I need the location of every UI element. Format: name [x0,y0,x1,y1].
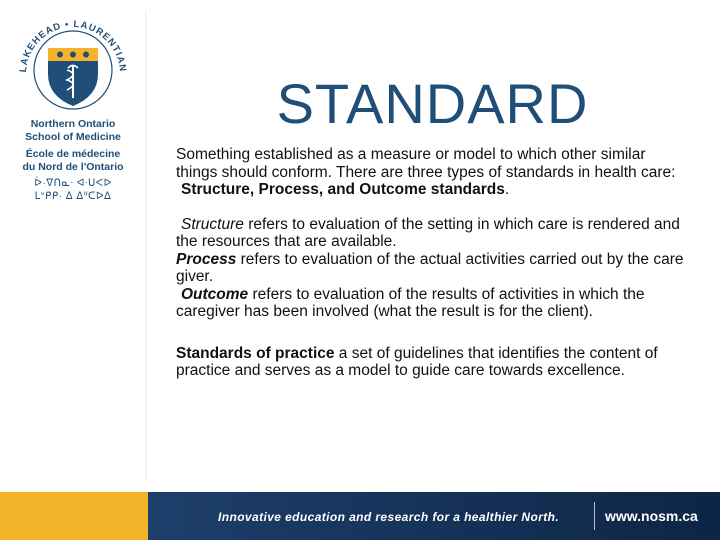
nosm-logo [12,12,134,203]
logo-syllabics: ᐆ·ᐁᑎᓇᐧ ᐊᐧᑌᐸᐅ [34,178,112,189]
footer-tagline: Innovative education and research for a healthier North. [218,510,560,524]
practice-paragraph [176,345,686,380]
footer-bar [0,492,720,540]
outcome-term: Outcome [181,285,249,303]
structure-paragraph [176,216,686,251]
structure-desc: refers to evaluation of the setting in which care is rendered and the resources that are available. [176,215,680,250]
outcome-desc: refers to evaluation of the results of activities in which the caregiver has been involved (what the result is for the client). [176,285,645,320]
footer-band [148,492,720,540]
process-desc: refers to evaluation of the actual activities carried out by the care giver. [176,250,684,285]
website-link[interactable]: www.nosm.ca [605,508,698,524]
logo-name-en-2: School of Medicine [25,130,121,143]
definition-text: Something established as a measure or model to which other similar things should conform. There are three types of standards in health care: [176,146,676,181]
logo-name-en: Northern Ontario [30,118,116,130]
logo-name-fr: École de médecine [25,148,121,160]
slide-body [176,146,686,380]
outcome-paragraph [176,286,686,321]
logo-syllabics-2: ᒪᐡᑭᑭ· ᐃ ᐃᐦᑕᐅᐃ [34,190,112,202]
structure-term: Structure [181,215,244,233]
process-paragraph [176,251,686,286]
standard-types: Structure, Process, and Outcome standards. [181,181,510,198]
process-term: Process [176,250,237,268]
footer-separator [594,502,595,530]
svg-text:LAKEHEAD • LAURENTIAN: LAKEHEAD • LAURENTIAN [18,18,128,73]
standard-types-label: Structure, Process, and Outcome standards [181,181,505,198]
practice-desc: a set of guidelines that identifies the content of practice and serves as a model to guide care towards excellence. [176,344,658,379]
slide-title: STANDARD [276,71,589,135]
logo-name-fr-2: du Nord de l'Ontario [22,160,124,173]
practice-term: Standards of practice [176,344,335,362]
nosm-seal-icon [18,12,128,112]
